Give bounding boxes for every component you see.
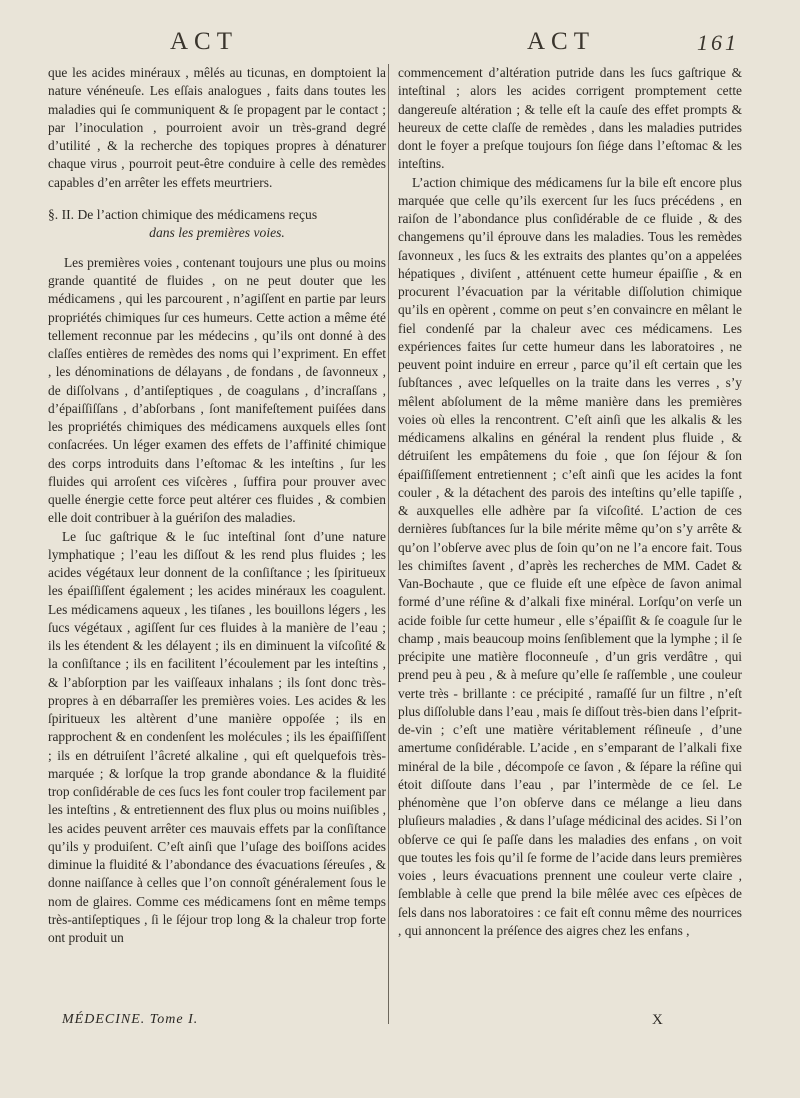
section-heading-line2: dans les premières voies. — [149, 224, 285, 240]
paragraph: L’action chimique des médicamens ſur la bile eſt encore plus marquée que celle qu’ils exercent ſur les ſucs précédens , en raiſon de l’abondance plus conſidérable de ce fluide , & des changemens qu’il éprouve dans les maladies. Tous les remèdes ſavonneux , les ſucs & les extraits des plantes qu’on a appelées hépatiques , diviſent , atténuent cette humeur épaiſſie , & en procurent l’évacuation par la véritable diſſolution chimique qu’ils en opèrent , comme on peut s’en convaincre en mêlant le fiel condenſé par la chaleur avec ces médicamens. Les expériences faites ſur cette humeur dans les laboratoires , ne peuvent point induire en erreur , parce qu’il eſt certain que les ſubſtances , avec leſquelles on la traite dans les verres , s’y mêlent abſolument de la même manière dans les premières voies où elles la rencontrent. C’eſt ainſi que les alkalis & les médicamens alkalins en général la rendent plus fluide , & détruiſent les empâtemens du foie , que ſon ſéjour & ſon épaiſſiſſement entretiennent ; c’eſt ainſi que les acides la font couler , & la détachent des parois des inteſtins qu’elle tapiſſe , & auxquelles elle adhère par ſa viſcoſité. L’action de ces dernières ſubſtances ſur la bile mérite même qu’on s’y arrête & qu’on l’obſerve avec plus de ſoin qu’on ne l’a encore fait. Tous les chimiſtes ſavent , d’après les recherches de MM. Cadet & Van-Bochaute , que ce fluide eſt une eſpèce de ſavon animal formé d’une réſine & d’alkali fixe minéral. Lorſqu’on verſe un acide foible ſur cette humeur , elle s’épaiſſit & ſe coagule ſur le champ , mais beaucoup moins ſenſiblement que la lymphe ; il ſe précipite une matière floconneuſe , d’un gris verdâtre , qui prend peu à peu , & à meſure qu’elle ſe raſſemble , une couleur verte très - brillante : ce précipité , ramaſſé ſur un filtre , n’eſt plus diſſoluble dans l’eau , mais ſe diſſout très-bien dans l’eſprit-de-vin ; c’eſt une matière véritablement réſineuſe , d’une amertume conſidérable. L’acide , en s’emparant de l’alkali fixe minéral de la bile , décompoſe ce ſavon , & ſépare la réſine qui étoit diſſoute dans l’eau , par l’intermède de ce ſel. Le phénomène que l’on obſerve dans ce mélange a lieu dans pluſieurs maladies , & dans l’uſage médicinal des acides. Si l’on obſerve ce qui ſe paſſe dans les maladies des enfans , on voit que toutes les fois qu’il ſe forme de l’acide dans leurs premières voies , leurs évacuations prennent une couleur verte claire , ſemblable à celle que prend la bile mêlée avec ces eſpèces de ſels dans nos laboratoires : ce fait eſt connu même des nourrices , qui annoncent la préſence des aigres chez les enfans , — [398, 174, 742, 938]
paragraph: Le ſuc gaſtrique & le ſuc inteſtinal ſont d’une nature lymphatique ; l’eau les diſſout & les rend plus fluides ; les acides végétaux leur donnent de la conſiſtance ; les ſpiritueux les épaiſſiſſent également ; les acides minéraux les coagulent. Les médicamens aqueux , les tiſanes , les bouillons légers , les ſucs végétaux , agiſſent ſur ces fluides à la manière de l’eau ; ils les étendent & les délayent ; ils en diminuent la viſcoſité & la conſiſtance ; ils en facilitent l’écoulement par les inteſtins , & l’abſorption par les vaiſſeaux inhalans ; ils ſont donc très-propres à en débarraſſer les premières voies. Les acides & les ſpiritueux les altèrent d’une manière oppoſée ; ils en rapprochent & en condenſent les molécules ; ils les épaiſſiſſent ; ils en détruiſent l’âcreté alkaline , qui eſt quelquefois très-marquée ; & lorſque la trop grande abondance & la fluidité trop conſidérable de ces ſucs les font couler trop facilement par les inteſtins , & entretiennent des flux plus ou moins nuiſibles , les acides peuvent arrêter ces mauvais effets par la conſiſtance qu’ils y produiſent. C’eſt ainſi que l’uſage des boiſſons acides diminue la fluidité & l’abondance des évacuations ſéreuſes , & donne naiſſance à celles que l’on connoît généralement ſous le nom de glaires. Comme ces médicamens ſont en même temps très-antiſeptiques , ſi le ſéjour trop long & la chaleur trop forte ont produit un — [48, 528, 386, 945]
right-column — [398, 64, 742, 940]
paragraph: commencement d’altération putride dans les ſucs gaſtrique & inteſtinal ; alors les acides corrigent promptement cette dangereuſe altération ; & telle eſt la cauſe des effet prompts & heureux de cette claſſe de remèdes , dans les maladies putrides dont le foyer a preſque toujours ſon ſiége dans l’eſtomac & les inteſtins. — [398, 65, 742, 172]
running-head-left: ACT — [170, 28, 238, 55]
paragraph: Les premières voies , contenant toujours une plus ou moins grande quantité de fluides , on ne peut douter que les médicamens , qui les parcourent , n’agiſſent en partie par leurs propriétés chimiques ſur ces humeurs. Cette action a même été tellement reconnue par les médecins , qu’ils ont donné à des claſſes entières de remèdes des noms qui l’expriment. En effet , les dénominations de délayans , de fondans , de ſavonneux , de diſſolvans , d’antiſeptiques , de coagulans , d’incraſſans , d’épaiſſiſſans , d’abſorbans , ſont manifeſtement puiſées dans les propriétés chimiques des médicamens auxquels elles ſont conſacrées. Un léger examen des effets de l’affinité chimique des corps introduits dans l’eſtomac & les inteſtins , ſur les fluides qui arroſent ces viſcères , ſuffira pour prouver avec quelle énergie cette force peut altérer ces fluides , & combien elle doit contribuer à la guériſon des maladies. — [48, 254, 386, 526]
paragraph: que les acides minéraux , mêlés au ticunas, en domptoient la nature vénéneuſe. Les eſſais analogues , faits dans toutes les maladies qui ſe communiquent & ſe propagent par le contact ; par l’inoculation , pourroient avoir un très-grand degré d’utilité , & la recherche des topiques propres à dénaturer chaque virus , pourroit peut-être conduire à celle des remèdes capables d’en arrêter les effets meurtriers. — [48, 65, 386, 190]
section-heading — [48, 206, 386, 242]
signature-mark: MÉDECINE. Tome I. — [62, 1012, 199, 1027]
running-head — [0, 28, 800, 58]
left-column — [48, 64, 386, 947]
running-head-right: ACT — [527, 28, 595, 55]
catchword: X — [652, 1012, 665, 1028]
page-number: 161 — [697, 30, 739, 55]
section-heading-line1: §. II. De l’action chimique des médicamens reçus — [48, 206, 318, 222]
column-divider — [388, 64, 389, 1024]
